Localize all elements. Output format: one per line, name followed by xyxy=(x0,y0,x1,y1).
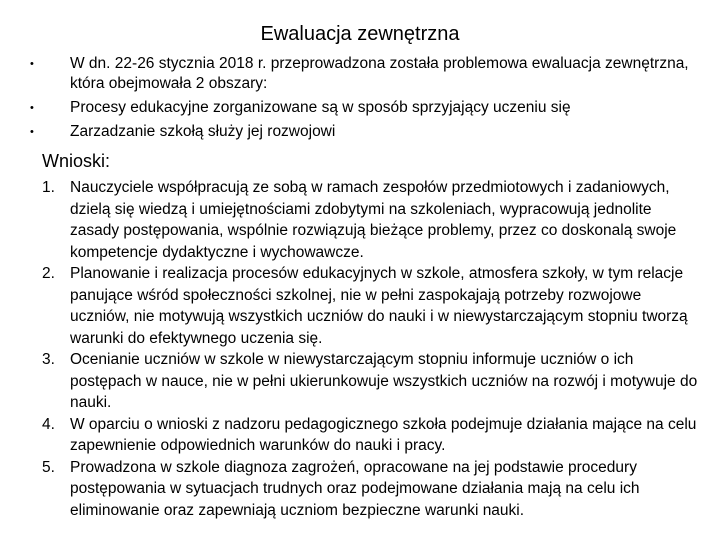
conclusions-heading: Wnioski: xyxy=(42,151,111,171)
bullet-dot-icon: • xyxy=(30,102,34,114)
conclusion-number: 2. xyxy=(42,265,55,282)
intro-bullet-item xyxy=(30,98,690,118)
bullet-dot-icon: • xyxy=(30,126,34,138)
conclusion-number: 4. xyxy=(42,415,55,433)
conclusion-item xyxy=(42,177,702,263)
conclusion-number: 1. xyxy=(42,179,55,196)
conclusion-number: 3. xyxy=(42,351,55,368)
conclusion-text: Nauczyciele współpracują ze sobą w ramach zespołów przedmiotowych i zadaniowych, dzielą się wiedzą i umiejętnościami zdobytymi na szkoleniach, wypracowują jednolite zasady postępowania, wspólnie rozwiązują bieżące problemy, przez co doskonalą swoje kompetencje dydaktyczne i wychowawcze. xyxy=(70,179,677,261)
conclusion-item xyxy=(42,414,702,457)
conclusions-list xyxy=(42,177,702,521)
intro-bullet-item xyxy=(30,122,690,142)
conclusion-text: Planowanie i realizacja procesów edukacyjnych w szkole, atmosfera szkoły, w tym relacje panujące wśród społeczności szkolnej, nie w pełni zaspokajają potrzeby rozwojowe uczniów, nie motywują wszystkich uczniów do nauki i w niewystarczającym stopniu tworzą warunki do efektywnego uczenia się. xyxy=(70,265,688,347)
conclusion-text: Ocenianie uczniów w szkole w niewystarczającym stopniu informuje uczniów o ich postępach w nauce, nie w pełni ukierunkowuje wszystkich uczniów na rozwój i motywuje do nauki. xyxy=(70,351,698,411)
intro-bullet-item xyxy=(30,54,690,94)
conclusion-item xyxy=(42,263,702,349)
conclusion-text: Prowadzona w szkole diagnoza zagrożeń, opracowane na jej podstawie procedury postępowania w sytuacjach trudnych oraz podejmowane działania mają na celu ich eliminowanie oraz zapewniają uczniom bezpieczne warunki nauki. xyxy=(70,458,640,519)
intro-bullet-list xyxy=(30,54,690,146)
intro-bullet-text: W dn. 22-26 stycznia 2018 r. przeprowadzona została problemowa ewaluacja zewnętrzna, która obejmowała 2 obszary: xyxy=(70,55,689,92)
bullet-dot-icon: • xyxy=(30,58,34,70)
intro-bullet-text: Zarzadzanie szkołą służy jej rozwojowi xyxy=(70,123,336,140)
conclusion-item xyxy=(42,349,702,414)
conclusion-item xyxy=(42,457,702,522)
conclusion-number: 5. xyxy=(42,458,55,476)
intro-bullet-text: Procesy edukacyjne zorganizowane są w sposób sprzyjający uczeniu się xyxy=(70,99,571,116)
page-title: Ewaluacja zewnętrzna xyxy=(260,23,460,45)
conclusion-text: W oparciu o wnioski z nadzoru pedagogicznego szkoła podejmuje działania mające na celu zapewnienie odpowiednich warunków do nauki i pracy. xyxy=(70,415,697,454)
